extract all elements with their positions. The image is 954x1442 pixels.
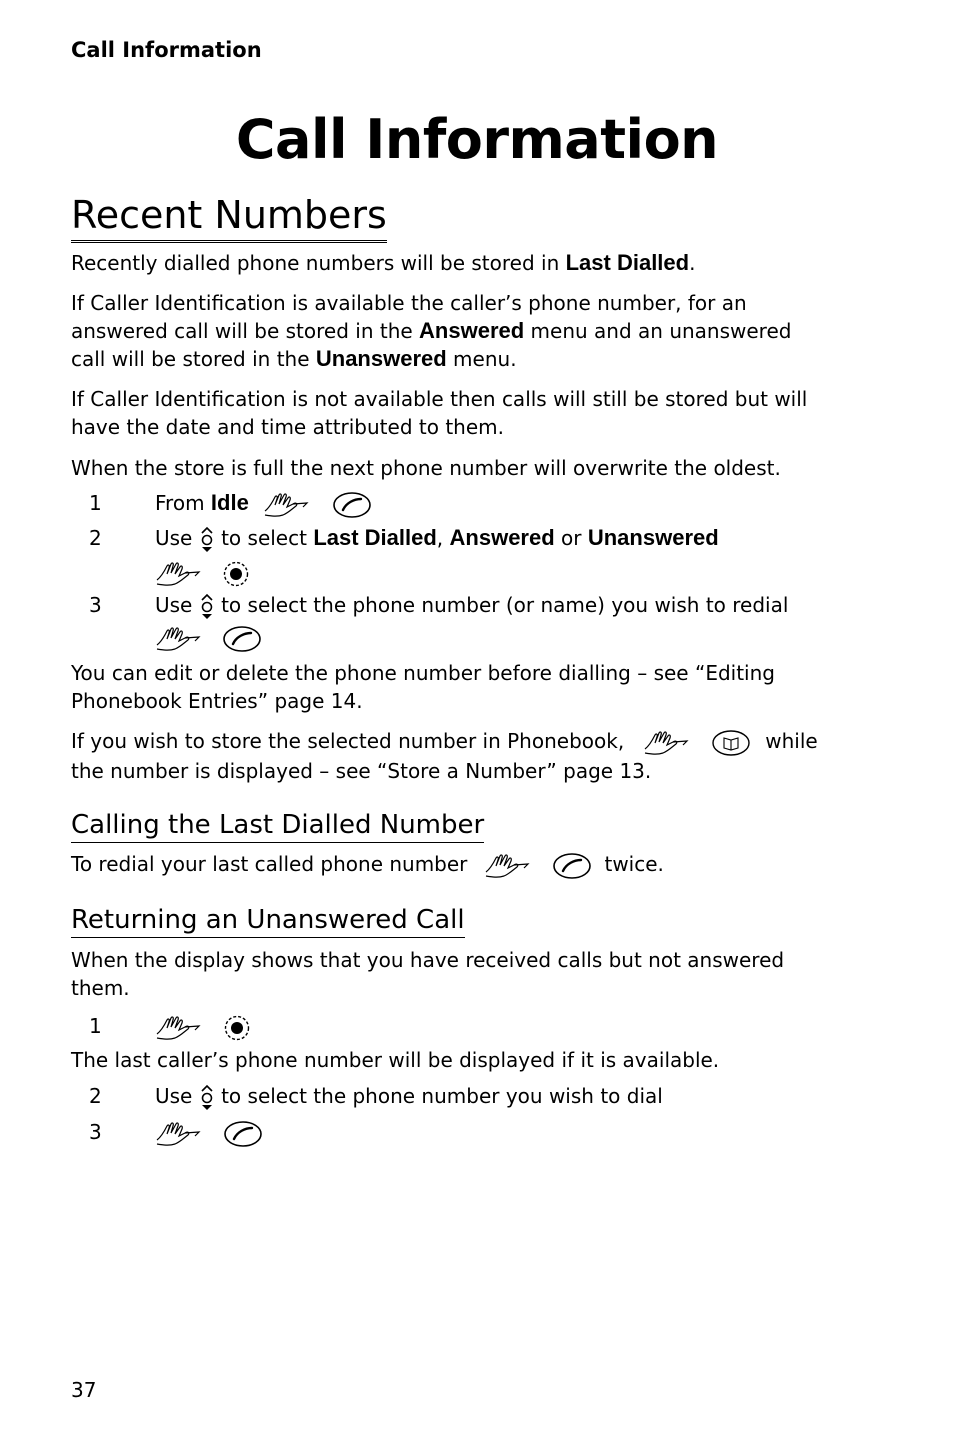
paragraph-redial: To redial your last called phone number twice. xyxy=(71,850,831,880)
press-hand-icon xyxy=(155,625,209,653)
step-number: 3 xyxy=(89,1120,102,1144)
step-number: 3 xyxy=(89,593,102,617)
press-hand-icon xyxy=(155,1120,209,1148)
paragraph-received-calls: When the display shows that you have received calls but not answered them. xyxy=(71,948,785,1000)
talk-key-icon xyxy=(552,852,592,880)
step-number: 1 xyxy=(89,491,102,515)
paragraph-caller-id-unavailable: If Caller Identification is not available then calls will still be stored but will have the date and time attributed to them. xyxy=(71,387,808,439)
subsection-title-returning: Returning an Unanswered Call xyxy=(71,904,465,938)
paragraph-store-in-phonebook: If you wish to store the selected number in Phonebook, while the number is displayed – see “Store a Number” page 13. xyxy=(71,729,818,783)
section-title: Recent Numbers xyxy=(71,192,387,243)
press-hand-icon xyxy=(155,1014,209,1042)
step-number: 2 xyxy=(89,1084,102,1108)
paragraph-store-full: When the store is full the next phone number will overwrite the oldest. xyxy=(71,456,781,480)
press-hand-icon xyxy=(643,729,697,757)
chapter-title: Call Information xyxy=(235,108,719,171)
select-key-icon xyxy=(222,560,250,588)
press-hand-icon xyxy=(263,491,317,519)
talk-key-icon xyxy=(222,625,262,653)
subsection-title-calling-last: Calling the Last Dialled Number xyxy=(71,809,484,843)
navigation-key-icon xyxy=(199,593,215,621)
step-2-icons xyxy=(155,560,250,588)
running-header: Call Information xyxy=(71,38,262,62)
phonebook-key-icon xyxy=(711,729,751,757)
navigation-key-icon xyxy=(199,526,215,554)
step-3-icons xyxy=(155,625,262,653)
paragraph-last-dialled: Recently dialled phone numbers will be stored in Last Dialled. xyxy=(71,250,696,275)
paragraph-caller-id-available: If Caller Identification is available the caller’s phone number, for an answered call will be stored in the Answered menu and an unanswered call will be stored in the Unanswered menu. xyxy=(71,291,792,371)
step-number: 1 xyxy=(89,1014,102,1038)
navigation-key-icon xyxy=(199,1084,215,1112)
paragraph-edit-before-dialling: You can edit or delete the phone number before dialling – see “Editing Phonebook Entries” page 14. xyxy=(71,661,775,713)
press-hand-icon xyxy=(484,852,538,880)
page-number: 37 xyxy=(71,1378,97,1402)
talk-key-icon xyxy=(332,491,372,519)
paragraph-last-caller-displayed: The last caller’s phone number will be displayed if it is available. xyxy=(71,1048,720,1072)
step-number: 2 xyxy=(89,526,102,550)
select-key-icon xyxy=(223,1014,251,1042)
press-hand-icon xyxy=(155,560,209,588)
talk-key-icon xyxy=(223,1120,263,1148)
